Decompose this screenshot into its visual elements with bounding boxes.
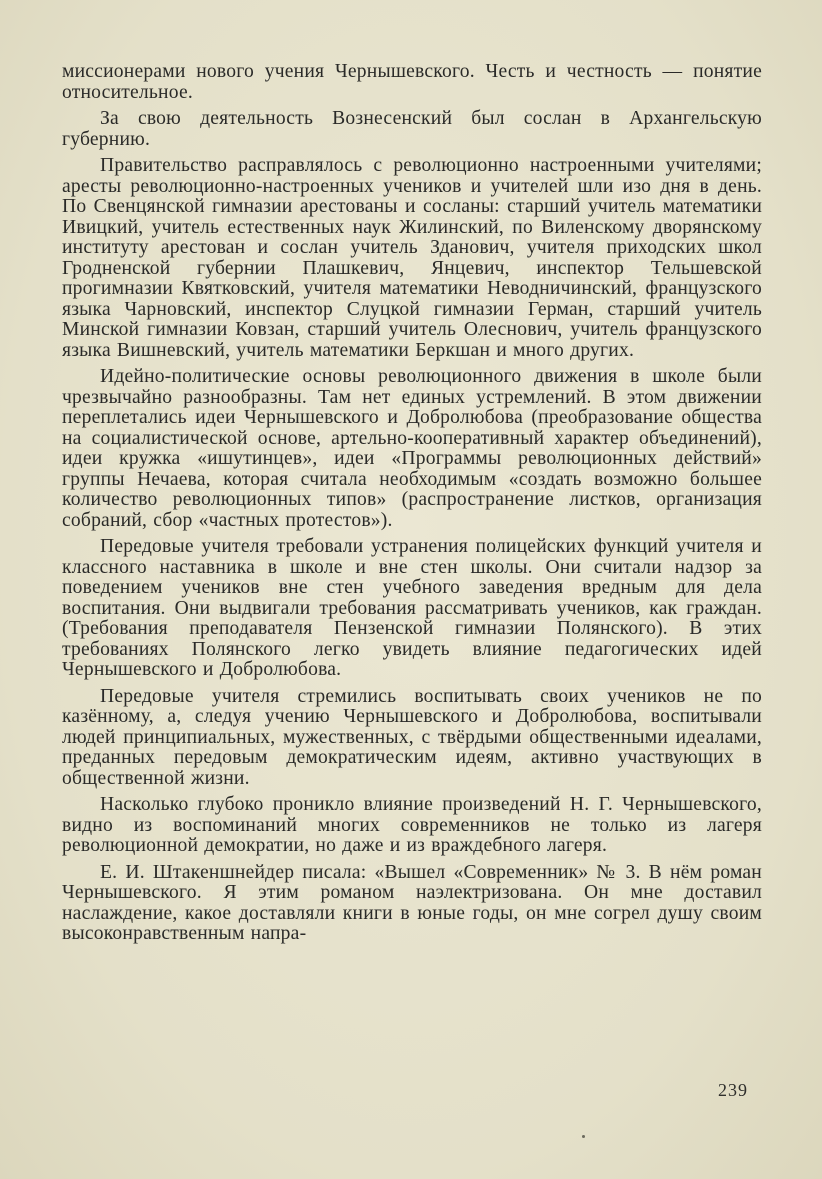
page-number: 239	[718, 1080, 748, 1100]
paragraph: Идейно-политические основы революционного движения в школе были чрезвычайно разнообразны. Там нет единых устремлений. В этом движении переплетались идеи Чернышевского и Добролюбова (преобразование общества на социалистической основе, артельно-кооперативный характер объединений), идеи кружка «ишутинцев», идеи «Программы революционных действий» группы Нечаева, которая считала необходимым «создать возможно большее количество революционных типов» (распространение листков, организация собраний, сбор «частных протестов»).	[62, 366, 762, 531]
paragraph: Е. И. Штакеншнейдер писала: «Вышел «Современник» № 3. В нём роман Чернышевского. Я этим романом наэлектризована. Он мне доставил наслаждение, какое доставляли книги в юные годы, он мне согрел душу своим высоконравственным напра-	[62, 861, 762, 944]
paper-speck	[582, 1135, 585, 1138]
body-text	[62, 62, 762, 945]
paragraph: За свою деятельность Вознесенский был сослан в Архангельскую губернию.	[62, 108, 762, 150]
paragraph: Передовые учителя требовали устранения полицейских функций учителя и классного наставника в школе и вне стен школы. Они считали надзор за поведением учеников вне стен учебного заведения вредным для дела воспитания. Они выдвигали требования рассматривать учеников, как граждан. (Требования преподавателя Пензенской гимназии Полянского). В этих требованиях Полянского легко увидеть влияние педагогических идей Чернышевского и Добролюбова.	[62, 536, 762, 680]
paragraph: Правительство расправлялось с революционно настроенными учителями; аресты революционно-настроенных учеников и учителей шли изо дня в день. По Свенцянской гимназии арестованы и сосланы: старший учитель математики Ивицкий, учитель естественных наук Жилинский, по Виленскому дворянскому институту арестован и сослан учитель Зданович, учителя приходских школ Гродненской губернии Плашкевич, Янцевич, инспектор Тельшевской прогимназии Квятковский, учителя математики Неводничинский, французского языка Чарновский, инспектор Слуцкой гимназии Герман, старший учитель Минской гимназии Ковзан, старший учитель Олеснович, учитель французского языка Вишневский, учитель математики Беркшан и много других.	[62, 155, 762, 361]
paragraph: миссионерами нового учения Чернышевского. Честь и честность — понятие относительное.	[62, 61, 762, 103]
paragraph: Передовые учителя стремились воспитывать своих учеников не по казённому, а, следуя учению Чернышевского и Добролюбова, воспитывали людей принципиальных, мужественных, с твёрдыми общественными идеалами, преданных передовым демократическим идеям, активно участвующих в общественной жизни.	[62, 685, 762, 789]
paragraph: Насколько глубоко проникло влияние произведений Н. Г. Чернышевского, видно из воспоминаний многих современников не только из лагеря революционной демократии, но даже и из враждебного лагеря.	[62, 794, 762, 856]
